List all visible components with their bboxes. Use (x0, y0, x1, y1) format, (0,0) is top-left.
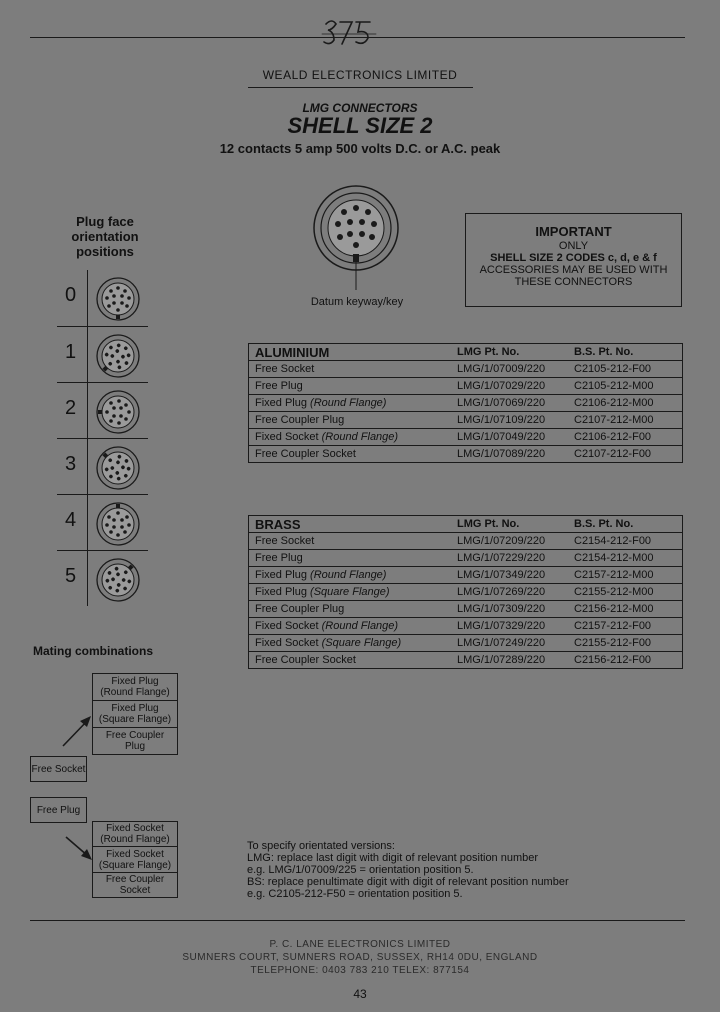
lmg-part-number: LMG/1/07029/220 (451, 378, 568, 395)
orientation-row (57, 438, 148, 494)
part-description: Fixed Plug (255, 586, 311, 598)
part-flange-type: (Round Flange) (321, 620, 399, 632)
part-description-cell (249, 395, 452, 412)
table-row (249, 567, 683, 584)
mating-combinations-title: Mating combinations (33, 644, 153, 658)
part-flange-type: (Round Flange) (310, 397, 387, 409)
shell-size-title: SHELL SIZE 2 (287, 113, 433, 138)
part-flange-type: (Round Flange) (310, 569, 387, 581)
lmg-part-number: LMG/1/07049/220 (451, 429, 568, 446)
lmg-part-number: LMG/1/07109/220 (451, 412, 568, 429)
plug-face-icon (94, 388, 142, 436)
mating-box-line: Fixed Socket (106, 848, 164, 860)
series-title: LMG CONNECTORS (302, 101, 418, 115)
orientation-number: 1 (65, 341, 77, 363)
table-row (249, 618, 683, 635)
mating-box-line: Free Coupler (105, 730, 165, 741)
bs-part-number: C2155-212-M00 (568, 584, 683, 601)
important-line: ONLY (558, 240, 589, 252)
table-header-cell: B.S. Pt. No. (574, 346, 634, 358)
company-name: WEALD ELECTRONICS LIMITED (262, 68, 458, 82)
orientation-row (57, 326, 148, 382)
orientation-divider (87, 551, 88, 606)
important-line: THESE CONNECTORS (514, 276, 633, 288)
orientation-notes (247, 840, 569, 900)
table-row (249, 584, 683, 601)
orientation-number: 5 (65, 565, 77, 587)
part-description-cell (249, 429, 452, 446)
orientation-divider (87, 270, 88, 326)
table-header-cell: BRASS (255, 516, 301, 532)
bs-part-number: C2156-212-M00 (568, 601, 683, 618)
bs-part-number: C2157-212-M00 (568, 567, 683, 584)
mating-box-line: Free Plug (36, 804, 81, 816)
footer-line: SUMNERS COURT, SUMNERS ROAD, SUSSEX, RH14 0DU, ENGLAND (182, 952, 538, 963)
part-description-cell (249, 412, 452, 429)
orientation-positions-table (57, 270, 148, 610)
brass-parts-table (248, 515, 683, 669)
part-description: Free Coupler Plug (255, 414, 345, 426)
orientation-row (57, 270, 148, 326)
part-description: Fixed Plug (255, 397, 311, 409)
part-description-cell (249, 584, 452, 601)
mating-box-line: Plug (124, 741, 145, 752)
orientation-divider (87, 327, 88, 382)
table-header-cell: ALUMINIUM (255, 344, 330, 360)
orientation-row (57, 550, 148, 606)
orientation-number: 2 (65, 397, 77, 419)
header-rule-bottom (248, 87, 473, 88)
mating-fixed-socket-round (92, 821, 178, 847)
part-flange-type: (Square Flange) (321, 637, 402, 649)
part-description: Free Coupler Plug (255, 603, 345, 615)
footer-rule (30, 920, 685, 921)
part-description: Free Plug (255, 552, 303, 564)
footer-line: P. C. LANE ELECTRONICS LIMITED (269, 939, 451, 950)
plug-face-heading-line: Plug face (76, 214, 134, 229)
table-row (249, 635, 683, 652)
orientation-divider (87, 495, 88, 550)
bs-part-number: C2106-212-M00 (568, 395, 683, 412)
plug-face-icon (94, 500, 142, 548)
lmg-part-number: LMG/1/07089/220 (451, 446, 568, 463)
orientation-number: 3 (65, 453, 77, 475)
table-header-cell: LMG Pt. No. (457, 518, 520, 530)
aluminium-parts-table (248, 343, 683, 463)
table-row (249, 652, 683, 669)
lmg-part-number: LMG/1/07309/220 (451, 601, 568, 618)
plug-face-icon (94, 444, 142, 492)
orientation-row (57, 382, 148, 438)
part-description: Fixed Socket (255, 431, 322, 443)
arrow-up-right-icon (58, 712, 98, 752)
plug-face-heading-line: positions (76, 244, 134, 259)
part-description: Free Plug (255, 380, 303, 392)
bs-part-number: C2154-212-M00 (568, 550, 683, 567)
mating-box-line: Free Coupler (105, 874, 165, 885)
mating-fixed-plug-round (92, 673, 178, 701)
bs-part-number: C2155-212-F00 (568, 635, 683, 652)
lmg-part-number: LMG/1/07329/220 (451, 618, 568, 635)
orientation-row (57, 494, 148, 550)
part-description: Free Socket (255, 535, 315, 547)
part-flange-type: (Round Flange) (321, 431, 399, 443)
part-description-cell (249, 533, 452, 550)
bs-part-number: C2105-212-F00 (568, 361, 683, 378)
mating-box-line: Socket (119, 885, 151, 896)
orientation-divider (87, 383, 88, 438)
part-description-cell (249, 361, 452, 378)
part-description-cell (249, 567, 452, 584)
table-row (249, 361, 683, 378)
table-header-cell: LMG Pt. No. (457, 346, 520, 358)
part-description: Fixed Socket (255, 620, 322, 632)
part-flange-type: (Square Flange) (310, 586, 390, 598)
lmg-part-number: LMG/1/07009/220 (451, 361, 568, 378)
lmg-part-number: LMG/1/07289/220 (451, 652, 568, 669)
table-header-cell: B.S. Pt. No. (574, 518, 634, 530)
plug-face-icon (94, 556, 142, 604)
page-number: 43 (353, 987, 367, 1001)
part-description-cell (249, 446, 452, 463)
mating-box-line: Free Socket (31, 763, 86, 775)
table-row (249, 395, 683, 412)
plug-face-heading (50, 214, 160, 259)
mating-box-line: (Square Flange) (98, 859, 172, 871)
mating-fixed-socket-square (92, 847, 178, 873)
company-logo-icon (320, 14, 378, 54)
note-line: e.g. C2105-212-F50 = orientation position 5. (247, 888, 463, 900)
part-description-cell (249, 635, 452, 652)
note-line: LMG: replace last digit with digit of relevant position number (247, 852, 539, 864)
arrow-down-right-icon (60, 833, 100, 865)
part-description-cell (249, 652, 452, 669)
part-description-cell (249, 601, 452, 618)
bs-part-number: C2156-212-F00 (568, 652, 683, 669)
mating-free-socket (30, 756, 87, 782)
mating-free-coupler-socket (92, 873, 178, 898)
bs-part-number: C2107-212-M00 (568, 412, 683, 429)
connector-face-diagram-icon (308, 184, 408, 294)
datum-keyway-label: Datum keyway/key (310, 296, 404, 308)
table-row (249, 378, 683, 395)
table-header-row (249, 516, 683, 533)
table-row (249, 412, 683, 429)
rating-text: 12 contacts 5 amp 500 volts D.C. or A.C. peak (219, 141, 501, 156)
mating-fixed-plug-square (92, 701, 178, 728)
part-description-cell (249, 618, 452, 635)
mating-box-line: (Square Flange) (98, 714, 172, 725)
note-line: e.g. LMG/1/07009/225 = orientation position 5. (247, 864, 474, 876)
note-line: To specify orientated versions: (247, 840, 395, 852)
important-notice (465, 213, 682, 307)
part-description: Free Socket (255, 363, 315, 375)
plug-face-icon (94, 332, 142, 380)
mating-box-line: (Round Flange) (100, 687, 170, 698)
important-line: ACCESSORIES MAY BE USED WITH (479, 264, 668, 276)
table-row (249, 601, 683, 618)
mating-box-line: Fixed Plug (111, 703, 159, 714)
lmg-part-number: LMG/1/07269/220 (451, 584, 568, 601)
part-description-cell (249, 378, 452, 395)
lmg-part-number: LMG/1/07229/220 (451, 550, 568, 567)
plug-face-icon (94, 275, 142, 323)
bs-part-number: C2106-212-F00 (568, 429, 683, 446)
bs-part-number: C2157-212-F00 (568, 618, 683, 635)
orientation-divider (87, 439, 88, 494)
mating-box-line: Fixed Socket (106, 823, 164, 834)
part-description: Free Coupler Socket (255, 654, 356, 666)
footer-line: TELEPHONE: 0403 783 210 TELEX: 877154 (250, 965, 470, 976)
lmg-part-number: LMG/1/07069/220 (451, 395, 568, 412)
bs-part-number: C2154-212-F00 (568, 533, 683, 550)
bs-part-number: C2105-212-M00 (568, 378, 683, 395)
part-description: Fixed Plug (255, 569, 311, 581)
important-line: SHELL SIZE 2 CODES c, d, e & f (490, 252, 657, 264)
plug-face-heading-line: orientation (71, 229, 139, 244)
note-line: BS: replace penultimate digit with digit of relevant position number (247, 876, 569, 888)
mating-free-coupler-plug (92, 728, 178, 755)
mating-box-line: (Round Flange) (100, 834, 170, 845)
orientation-number: 4 (65, 509, 77, 531)
lmg-part-number: LMG/1/07209/220 (451, 533, 568, 550)
table-row (249, 446, 683, 463)
mating-box-line: Fixed Plug (111, 676, 159, 687)
part-description: Free Coupler Socket (255, 448, 356, 460)
part-description-cell (249, 550, 452, 567)
orientation-number: 0 (65, 284, 77, 306)
lmg-part-number: LMG/1/07249/220 (451, 635, 568, 652)
bs-part-number: C2107-212-F00 (568, 446, 683, 463)
table-row (249, 533, 683, 550)
important-title: IMPORTANT (535, 224, 612, 239)
table-row (249, 429, 683, 446)
table-header-row (249, 344, 683, 361)
part-description: Fixed Socket (255, 637, 322, 649)
lmg-part-number: LMG/1/07349/220 (451, 567, 568, 584)
mating-free-plug (30, 797, 87, 823)
table-row (249, 550, 683, 567)
